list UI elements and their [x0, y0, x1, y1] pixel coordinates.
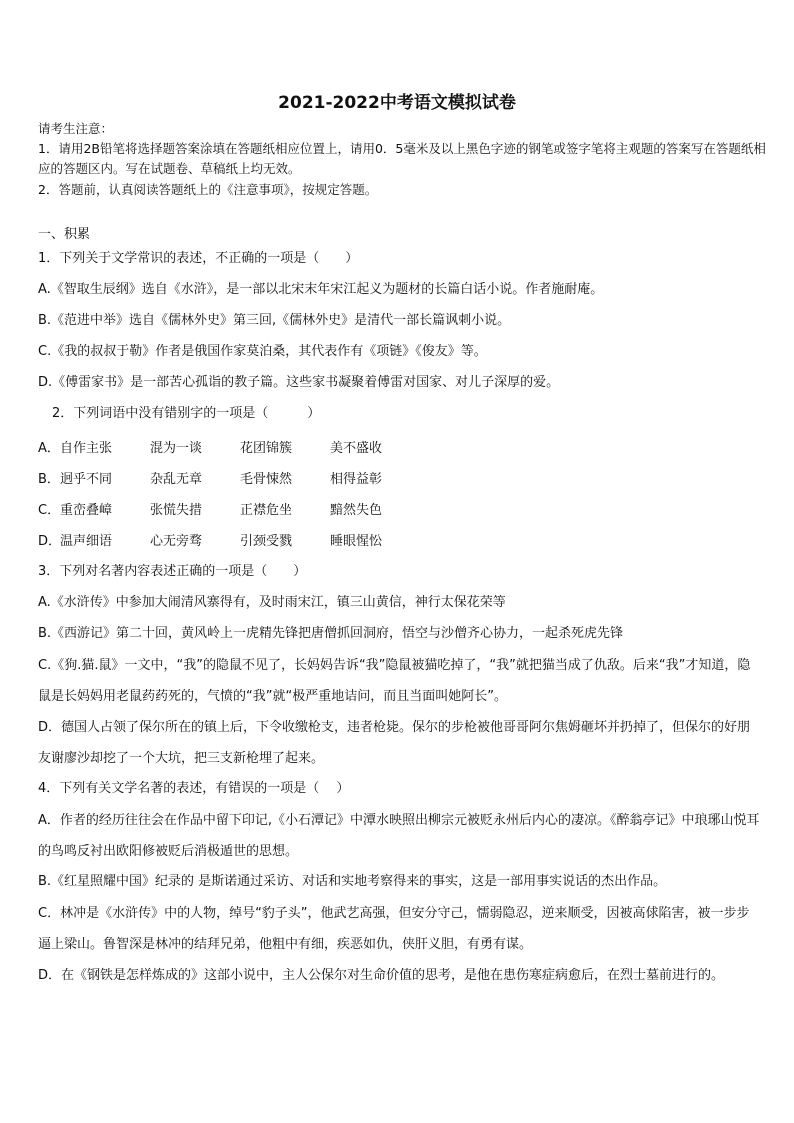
q4-stem: 4．下列有关文学名著的表述，有错误的一项是（ ） [38, 781, 350, 796]
option-term: 美不盛收 [330, 441, 383, 456]
q1-option-a: A.《智取生辰纲》选自《水浒》，是一部以北宋末年宋江起义为题材的长篇白话小说。作者施耐庵。 [38, 282, 604, 297]
option-label: A． [38, 441, 60, 456]
option-term: 花团锦簇 [240, 441, 293, 456]
q2-option-b [38, 468, 420, 487]
page-title: 2021-2022中考语文模拟试卷 [278, 93, 516, 113]
option-label: B． [38, 472, 60, 487]
option-term: 相得益彰 [330, 472, 383, 487]
notice-heading: 请考生注意： [38, 121, 114, 136]
option-term: 自作主张 [60, 441, 113, 456]
q3-option-d: D．德国人占领了保尔所在的镇上后，下令收缴枪支，违者枪毙。保尔的步枪被他哥哥阿尔焦姆砸坏并扔掉了，但保尔的好朋友谢廖沙却挖了一个大坑，把三支新枪埋了起来。 [38, 720, 751, 766]
option-term: 温声细语 [60, 534, 113, 549]
q1-option-b: B.《范进中举》选自《儒林外史》第三回,《儒林外史》是清代一部长篇讽刺小说。 [38, 313, 511, 328]
q3-stem: 3．下列对名著内容表述正确的一项是（ ） [38, 564, 307, 579]
option-label: C． [38, 503, 61, 518]
q4-option-c: C．林冲是《水浒传》中的人物，绰号“豹子头”，他武艺高强，但安分守己，懦弱隐忍，逆来顺受，因被高俅陷害，被一步步逼上梁山。鲁智深是林冲的结拜兄弟，他粗中有细，疾恶如仇，侠肝义胆，有勇有谋。 [38, 906, 750, 952]
notice-item-2: 2．答题前，认真阅读答题纸上的《注意事项》，按规定答题。 [38, 182, 378, 197]
q2-option-d [38, 530, 420, 549]
q1-stem: 1．下列关于文学常识的表述，不正确的一项是（ ） [38, 251, 359, 266]
q1-option-c: C.《我的叔叔于勒》作者是俄国作家莫泊桑，其代表作有《项链》《俊友》等。 [38, 344, 487, 359]
option-term: 引颈受戮 [240, 534, 293, 549]
option-term: 混为一谈 [150, 441, 203, 456]
q3-option-c: C.《狗.猫.鼠》一文中，“我”的隐鼠不见了，长妈妈告诉“我”隐鼠被猫吃掉了，“我”就把猫当成了仇敌。后来“我”才知道，隐鼠是长妈妈用老鼠药药死的，气愤的“我”就“极严重地诘问，而且当面叫她阿长”。 [38, 658, 751, 704]
option-term: 重峦叠嶂 [60, 503, 113, 518]
q2-option-a [38, 437, 420, 456]
q4-option-b: B.《红星照耀中国》纪录的 是斯诺通过采访、对话和实地考察得来的事实，这是一部用事实说话的杰出作品。 [38, 874, 667, 889]
q3-option-b: B.《西游记》第二十回，黄风岭上一虎精先锋把唐僧抓回洞府，悟空与沙僧齐心协力，一起杀死虎先锋 [38, 626, 624, 641]
option-term: 黯然失色 [330, 503, 383, 518]
section-heading: 一、积累 [38, 227, 91, 242]
option-term: 正襟危坐 [240, 503, 293, 518]
option-term: 张慌失措 [150, 503, 203, 518]
option-term: 杂乱无章 [150, 472, 203, 487]
q2-stem: 2．下列词语中没有错别字的一项是（ ） [52, 406, 321, 421]
option-term: 睡眼惺忪 [330, 534, 383, 549]
q3-option-a: A.《水浒传》中参加大闹清风寨得有，及时雨宋江，镇三山黄信，神行太保花荣等 [38, 595, 506, 610]
q4-option-d: D．在《钢铁是怎样炼成的》这部小说中，主人公保尔对生命价值的思考，是他在患伤寒症病愈后，在烈士墓前进行的。 [38, 968, 725, 983]
q1-option-d: D.《傅雷家书》是一部苦心孤诣的教子篇。这些家书凝聚着傅雷对国家、对儿子深厚的爱。 [38, 375, 560, 390]
option-label: D． [38, 534, 62, 549]
q2-option-c [38, 499, 420, 518]
option-term: 心无旁骛 [150, 534, 203, 549]
option-term: 迥乎不同 [60, 472, 113, 487]
q4-option-a: A．作者的经历往往会在作品中留下印记,《小石潭记》中潭水映照出柳宗元被贬永州后内心的凄凉。《醉翁亭记》中琅琊山悦耳的鸟鸣反衬出欧阳修被贬后消极遁世的思想。 [38, 813, 760, 859]
option-term: 毛骨悚然 [240, 472, 293, 487]
notice-item-1: 1．请用2B铅笔将选择题答案涂填在答题纸相应位置上，请用0．5毫米及以上黑色字迹的钢笔或签字笔将主观题的答案写在答题纸相应的答题区内。写在试题卷、草稿纸上均无效。 [38, 141, 766, 176]
